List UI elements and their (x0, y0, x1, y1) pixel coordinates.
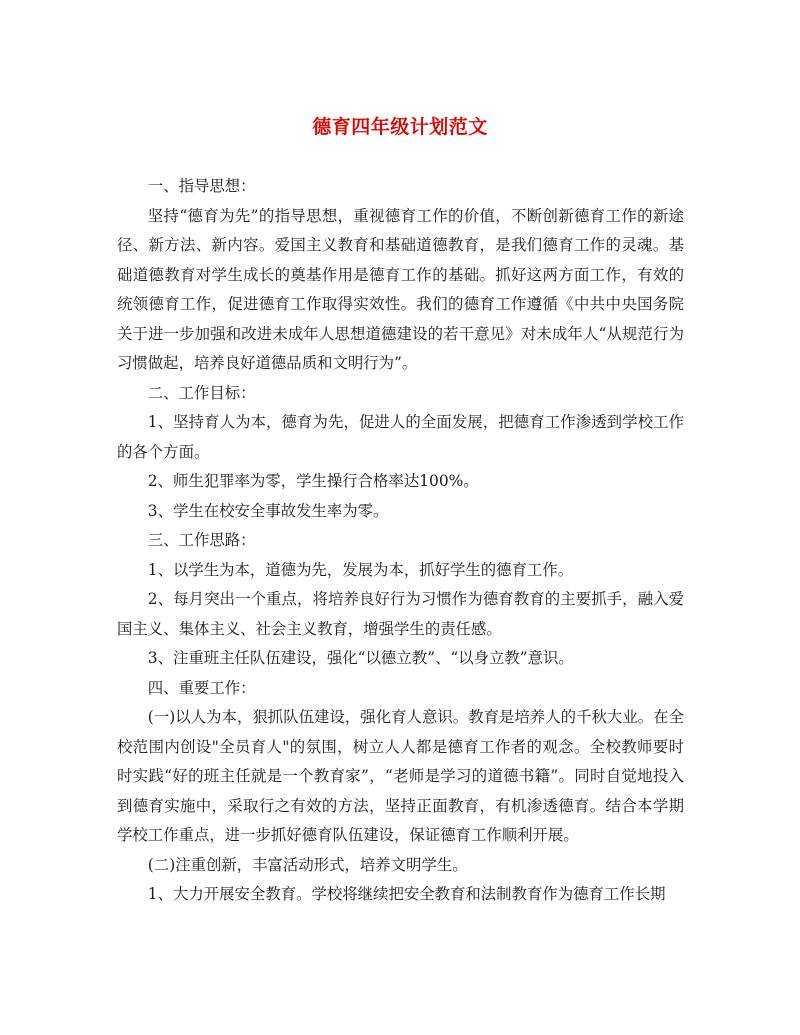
section-heading-work-approach: 三、工作思路： (147, 531, 256, 549)
paragraph-guiding-thought: 坚持“德育为先”的指导思想，重视德育工作的价值，不断创新德育工作的新途径、新方法、新内容。爱国主义教育和基础道德教育，是我们德育工作的灵魂。基础道德教育对学生成长的奠基作用是德育工作的基础。抓好这两方面工作，有效的统领德育工作，促进德育工作取得实效性。我们的德育工作遵循《中共中央国务院关于进一步加强和改进未成年人思想道德建设的若干意见》对未成年人“从规范行为习惯做起，培养良好道德品质和文明行为”。 (117, 206, 684, 372)
key-work-paragraph-1: (一)以人为本，狠抓队伍建设，强化育人意识。教育是培养人的千秋大业。在全校范围内创设"全员育人"的氛围，树立人人都是德育工作者的观念。全校教师要时时实践“好的班主任就是一个教育家”，“老师是学习的道德书籍”。同时自觉地投入到德育实施中，采取行之有效的方法，坚持正面教育，有机渗透德育。结合本学期学校工作重点，进一步抓好德育队伍建设，保证德育工作顺利开展。 (117, 708, 684, 844)
section-heading-guiding-thought: 一、指导思想： (147, 177, 256, 195)
approach-item-2: 2、每月突出一个重点，将培养良好行为习惯作为德育教育的主要抓手，融入爱国主义、集体主义、社会主义教育，增强学生的责任感。 (117, 590, 684, 638)
document-body (117, 172, 684, 910)
approach-item-1: 1、以学生为本，道德为先，发展为本，抓好学生的德育工作。 (147, 560, 574, 579)
document-title: 德育四年级计划范文 (312, 116, 488, 138)
goal-item-3: 3、学生在校安全事故发生率为零。 (147, 501, 389, 520)
key-work-subheading-2: (二)注重创新，丰富活动形式，培养文明学生。 (147, 855, 468, 874)
goal-item-1: 1、坚持育人为本，德育为先，促进人的全面发展，把德育工作渗透到学校工作的各个方面。 (117, 413, 684, 461)
key-work-item-safety: 1、大力开展安全教育。学校将继续把安全教育和法制教育作为德育工作长期 (147, 885, 666, 903)
section-heading-key-work: 四、重要工作： (147, 678, 256, 697)
section-heading-work-goals: 二、工作目标： (147, 383, 256, 402)
goal-item-2: 2、师生犯罪率为零，学生操行合格率达100%。 (147, 472, 479, 490)
approach-item-3: 3、注重班主任队伍建设，强化“以德立教”、“以身立教”意识。 (147, 649, 574, 667)
